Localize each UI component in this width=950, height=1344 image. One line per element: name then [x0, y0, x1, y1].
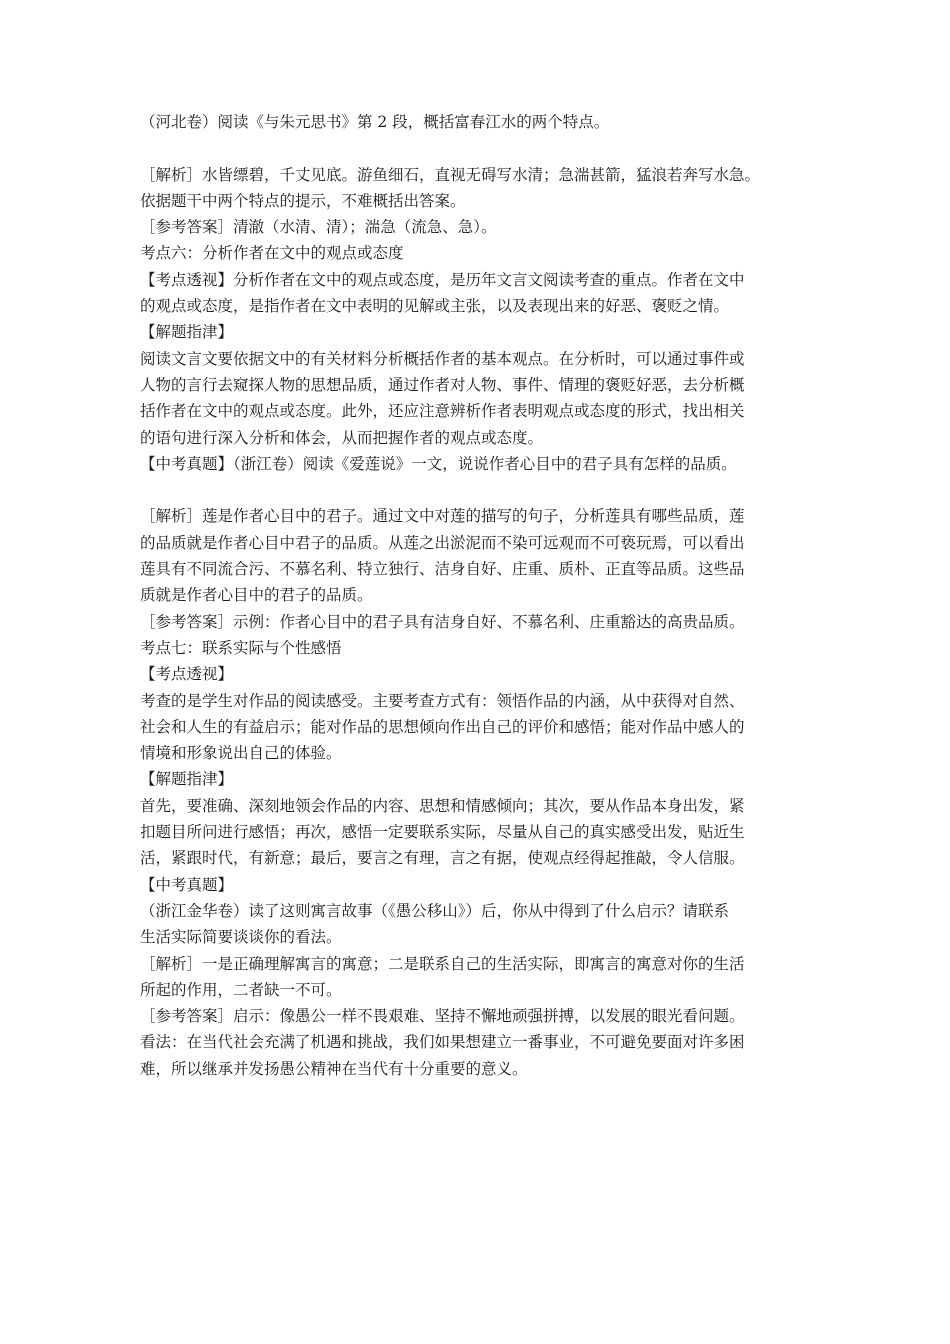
- document-body: [140, 109, 840, 1082]
- text-line: 【中考真题】: [140, 875, 234, 894]
- text-line: 看法：在当代社会充满了机遇和挑战，我们如果想建立一番事业，不可避免要面对许多困: [140, 1033, 745, 1052]
- text-line: 阅读文言文要依据文中的有关材料分析概括作者的基本观点。在分析时，可以通过事件或: [140, 349, 745, 368]
- text-line: ［参考答案］清澈（水清、清）；湍急（流急、急）。: [140, 218, 497, 237]
- text-line: 【考点透视】分析作者在文中的观点或态度，是历年文言文阅读考查的重点。作者在文中: [140, 270, 745, 289]
- text-line: 情境和形象说出自己的体验。: [140, 744, 342, 763]
- blank-line: [140, 477, 840, 503]
- text-line: 扣题目所问进行感悟；再次，感悟一定要联系实际，尽量从自己的真实感受出发，贴近生: [140, 823, 745, 842]
- text-line: ［参考答案］启示：像愚公一样不畏艰难、坚持不懈地顽强拼搏，以发展的眼光看问题。: [140, 1007, 745, 1026]
- text-line: 首先，要准确、深刻地领会作品的内容、思想和情感倾向；其次，要从作品本身出发，紧: [140, 796, 745, 815]
- text-line: 的语句进行深入分析和体会，从而把握作者的观点或态度。: [140, 428, 544, 447]
- text-line: 的观点或态度，是指作者在文中表明的见解或主张，以及表现出来的好恶、褒贬之情。: [140, 297, 730, 316]
- text-line: 活，紧跟时代，有新意；最后，要言之有理，言之有据，使观点经得起推敲，令人信服。: [140, 849, 745, 868]
- text-line: ［参考答案］示例：作者心目中的君子具有洁身自好、不慕名利、庄重豁达的高贵品质。: [140, 612, 745, 631]
- blank-line: [140, 135, 840, 161]
- text-line: 依据题干中两个特点的提示，不难概括出答案。: [140, 191, 466, 210]
- text-line: （浙江金华卷）读了这则寓言故事（《愚公移山》）后，你从中得到了什么启示？请联系: [140, 901, 730, 920]
- text-line: 【解题指津】: [140, 323, 234, 342]
- text-line: ［解析］莲是作者心目中的君子。通过文中对莲的描写的句子，分析莲具有哪些品质，莲: [140, 507, 745, 526]
- text-line: 【中考真题】（浙江卷）阅读《爱莲说》一文，说说作者心目中的君子具有怎样的品质。: [140, 454, 737, 473]
- text-line: 生活实际简要谈谈你的看法。: [140, 928, 342, 947]
- text-line: 人物的言行去窥探人物的思想品质，通过作者对人物、事件、情理的褒贬好恶，去分析概: [140, 375, 745, 394]
- text-line: 考点六：分析作者在文中的观点或态度: [140, 244, 404, 263]
- text-line: （河北卷）阅读《与朱元思书》第 2 段，概括富春江水的两个特点。: [140, 113, 610, 131]
- text-line: 质就是作者心目中的君子的品质。: [140, 586, 373, 605]
- text-line: 考查的是学生对作品的阅读感受。主要考查方式有：领悟作品的内涵，从中获得对自然、: [140, 691, 745, 710]
- text-line: ［解析］一是正确理解寓言的寓意；二是联系自己的生活实际，即寓言的寓意对你的生活: [140, 954, 745, 973]
- text-line: 社会和人生的有益启示；能对作品的思想倾向作出自己的评价和感悟；能对作品中感人的: [140, 717, 745, 736]
- text-line: 【考点透视】: [140, 665, 234, 684]
- text-line: 【解题指津】: [140, 770, 234, 789]
- text-line: 所起的作用，二者缺一不可。: [140, 980, 342, 999]
- text-line: 莲具有不同流合污、不慕名利、特立独行、洁身自好、庄重、质朴、正直等品质。这些品: [140, 560, 745, 579]
- text-line: ［解析］水皆缥碧，千丈见底。游鱼细石，直视无碍写水清；急湍甚箭，猛浪若奔写水急。: [140, 165, 761, 184]
- text-line: 难，所以继承并发扬愚公精神在当代有十分重要的意义。: [140, 1059, 528, 1078]
- text-line: 括作者在文中的观点或态度。此外，还应注意辨析作者表明观点或态度的形式，找出相关: [140, 402, 745, 421]
- text-line: 考点七：联系实际与个性感悟: [140, 638, 342, 657]
- text-line: 的品质就是作者心目中君子的品质。从莲之出淤泥而不染可远观而不可亵玩焉，可以看出: [140, 533, 745, 552]
